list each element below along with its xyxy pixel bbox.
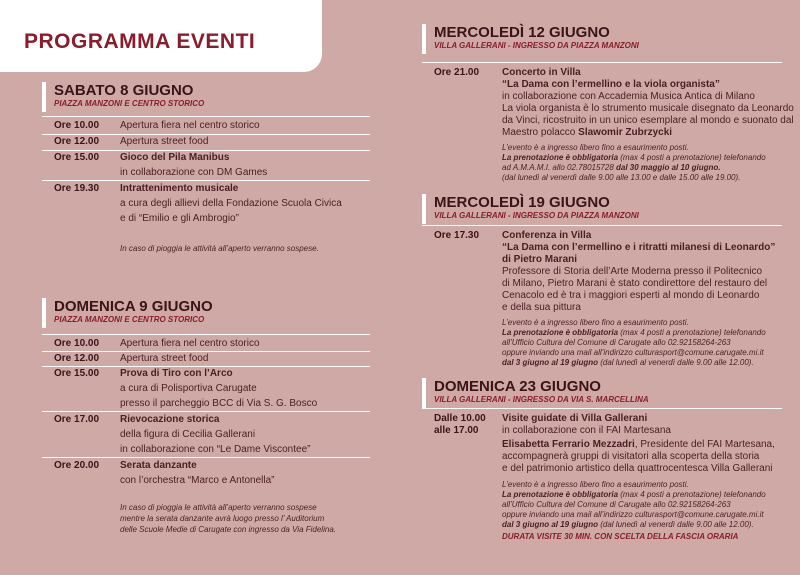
event-text: Apertura street food: [120, 353, 209, 364]
section-bar: [42, 82, 46, 112]
event-time: Ore 21.00: [434, 67, 480, 78]
event-note: L’evento è a ingresso libero fino a esaurimento posti.: [502, 143, 689, 152]
divider: [42, 411, 370, 412]
event-time: Ore 17.00: [54, 414, 100, 425]
event-text: con l’orchestra “Marco e Antonella”: [120, 475, 275, 486]
event-text: da Vinci, ricostruito in un unico esemplare al mondo e suonato dal: [502, 115, 794, 126]
event-time: Ore 20.00: [54, 460, 100, 471]
event-title: Conferenza in Villa: [502, 230, 592, 241]
event-text: Apertura fiera nel centro storico: [120, 338, 260, 349]
event-note: L’evento è a ingresso libero fino a esaurimento posti.: [502, 480, 689, 489]
event-time: Ore 10.00: [54, 120, 100, 131]
divider: [42, 180, 370, 181]
note-bold: La prenotazione è obbligatoria: [502, 328, 619, 337]
event-text: e della sua pittura: [502, 302, 581, 313]
note-bold: dal 3 giugno al 19 giugno: [502, 520, 599, 529]
section-location: VILLA GALLERANI - INGRESSO DA VIA S. MARCELLINA: [434, 395, 649, 404]
event-text: accompagnerà gruppi di visitatori alla scoperta della storia: [502, 451, 760, 462]
divider: [42, 116, 370, 117]
note-part: (max 4 posti a prenotazione) telefonando: [618, 328, 766, 337]
note-part: (max 4 posti a prenotazione) telefonando: [618, 490, 766, 499]
event-title: Gioco del Pila Manibus: [120, 152, 230, 163]
section-wed19-header: [422, 194, 639, 224]
event-title: Prova di Tiro con l’Arco: [120, 368, 233, 379]
event-text-bold: Elisabetta Ferrario Mezzadri: [502, 439, 635, 450]
event-note: (dal lunedì al venerdì dalle 9.00 alle 13.00 e dalle 15.00 alle 19.00).: [502, 173, 741, 182]
event-text: Professore di Storia dell’Arte Moderna presso il Politecnico: [502, 266, 763, 277]
event-note: all’Ufficio Cultura del Comune di Carugate allo 02.92158264-263: [502, 500, 731, 509]
event-subtitle: “La Dama con l’ermellino e i ritratti milanesi di Leonardo”: [502, 242, 776, 253]
event-time: Ore 10.00: [54, 338, 100, 349]
section-sun9-header: [42, 298, 213, 328]
note-bold: La prenotazione è obbligatoria: [502, 153, 619, 162]
note-bold: dal 3 giugno al 19 giugno: [502, 358, 599, 367]
divider: [422, 408, 782, 409]
section-location: PIAZZA MANZONI E CENTRO STORICO: [54, 315, 205, 324]
event-text: a cura degli allievi della Fondazione Scuola Civica: [120, 198, 342, 209]
event-note: delle Scuole Medie di Carugate con ingresso da Via Fidelina.: [120, 525, 336, 534]
event-time: Ore 15.00: [54, 368, 100, 379]
event-note: [502, 163, 720, 173]
event-note: [502, 490, 766, 500]
note-part: (dal lunedì al venerdì dalle 9.00 alle 12.00).: [598, 520, 754, 529]
section-title: SABATO 8 GIUGNO: [54, 82, 194, 99]
divider: [42, 351, 370, 352]
event-subtitle: di Pietro Marani: [502, 254, 578, 265]
event-note: oppure inviando una mail all’indirizzo culturasport@comune.carugate.mi.it: [502, 510, 764, 519]
section-location: VILLA GALLERANI - INGRESSO DA PIAZZA MANZONI: [434, 41, 639, 50]
event-text: presso il parcheggio BCC di Via S. G. Bosco: [120, 398, 318, 409]
page-title: PROGRAMMA EVENTI: [24, 30, 256, 53]
event-time: Dalle 10.00: [434, 413, 486, 424]
section-sun23-header: [422, 378, 649, 408]
event-title: Visite guidate di Villa Gallerani: [502, 413, 648, 424]
event-text: e di “Emilio e gli Ambrogio”: [120, 213, 239, 224]
event-title: Serata danzante: [120, 460, 197, 471]
section-bar: [422, 24, 426, 54]
event-title: Concerto in Villa: [502, 67, 581, 78]
note-part: (dal lunedì al venerdì dalle 9.00 alle 12.00).: [598, 358, 754, 367]
note-part: ad A.M.A.M.I. allo 02.78015728: [502, 163, 616, 172]
event-note: [502, 358, 754, 368]
section-title: DOMENICA 9 GIUGNO: [54, 298, 213, 315]
event-text: in collaborazione con Accademia Musica Antica di Milano: [502, 91, 755, 102]
event-note: mentre la serata danzante avrà luogo presso l’ Auditorium: [120, 514, 325, 523]
event-text: Apertura street food: [120, 136, 209, 147]
event-note-duration: DURATA VISITE 30 MIN. CON SCELTA DELLA FASCIA ORARIA: [502, 532, 739, 541]
event-text: in collaborazione con il FAI Martesana: [502, 425, 671, 436]
event-text: [502, 127, 672, 139]
note-part: (max 4 posti a prenotazione) telefonando: [618, 153, 766, 162]
event-text: in collaborazione con DM Games: [120, 167, 268, 178]
section-title: MERCOLEDÌ 19 GIUGNO: [434, 194, 610, 211]
event-note: [502, 328, 766, 338]
event-text: della figura di Cecilia Gallerani: [120, 429, 256, 440]
event-text-part: Maestro polacco: [502, 127, 576, 138]
event-text: di Milano, Pietro Marani è stato condirettore del restauro del: [502, 278, 768, 289]
event-note: all’Ufficio Cultura del Comune di Carugate allo 02.92158264-263: [502, 338, 731, 347]
event-time: Ore 17.30: [434, 230, 480, 241]
divider: [42, 150, 370, 151]
divider: [42, 366, 370, 367]
event-time: Ore 19.30: [54, 183, 100, 194]
event-note: In caso di pioggia le attività all’aperto verranno sospese: [120, 503, 317, 512]
note-bold: La prenotazione è obbligatoria: [502, 490, 619, 499]
event-note: [502, 520, 754, 530]
divider: [42, 134, 370, 135]
event-time: Ore 12.00: [54, 136, 100, 147]
event-time: alle 17.00: [434, 425, 479, 436]
section-location: PIAZZA MANZONI E CENTRO STORICO: [54, 99, 205, 108]
section-wed12-header: [422, 24, 639, 54]
divider: [42, 457, 370, 458]
event-subtitle: “La Dama con l’ermellino e la viola organista”: [502, 79, 720, 90]
event-title: Rievocazione storica: [120, 414, 220, 425]
section-bar: [422, 194, 426, 224]
section-sat8-header: [42, 82, 204, 112]
divider: [422, 225, 782, 226]
event-text: in collaborazione con “Le Dame Viscontee”: [120, 444, 311, 455]
note-bold: dal 30 maggio al 10 giugno.: [616, 163, 721, 172]
event-note: oppure inviando una mail all’indirizzo culturasport@comune.carugate.mi.it: [502, 348, 764, 357]
event-note: L’evento è a ingresso libero fino a esaurimento posti.: [502, 318, 689, 327]
event-note: In caso di pioggia le attività all’aperto verranno sospese.: [120, 244, 319, 253]
divider: [422, 62, 782, 63]
event-text: Apertura fiera nel centro storico: [120, 120, 260, 131]
section-bar: [42, 298, 46, 328]
event-text: [502, 439, 775, 451]
event-time: Ore 15.00: [54, 152, 100, 163]
section-title: MERCOLEDÌ 12 GIUGNO: [434, 24, 610, 41]
event-text: a cura di Polisportiva Carugate: [120, 383, 257, 394]
event-text-bold: Slawomir Zubrzycki: [578, 127, 673, 138]
event-text: e del patrimonio artistico della quattrocentesca Villa Gallerani: [502, 463, 773, 474]
event-text: La viola organista è lo strumento musicale disegnato da Leonardo: [502, 103, 794, 114]
event-time: Ore 12.00: [54, 353, 100, 364]
section-location: VILLA GALLERANI - INGRESSO DA PIAZZA MANZONI: [434, 211, 639, 220]
event-text: Cenacolo ed è tra i maggiori esperti al mondo di Leonardo: [502, 290, 760, 301]
section-bar: [422, 378, 426, 408]
event-title: Intrattenimento musicale: [120, 183, 239, 194]
divider: [42, 334, 370, 335]
section-title: DOMENICA 23 GIUGNO: [434, 378, 601, 395]
event-text-part: , Presidente del FAI Martesana,: [634, 439, 775, 450]
event-note: [502, 153, 766, 163]
